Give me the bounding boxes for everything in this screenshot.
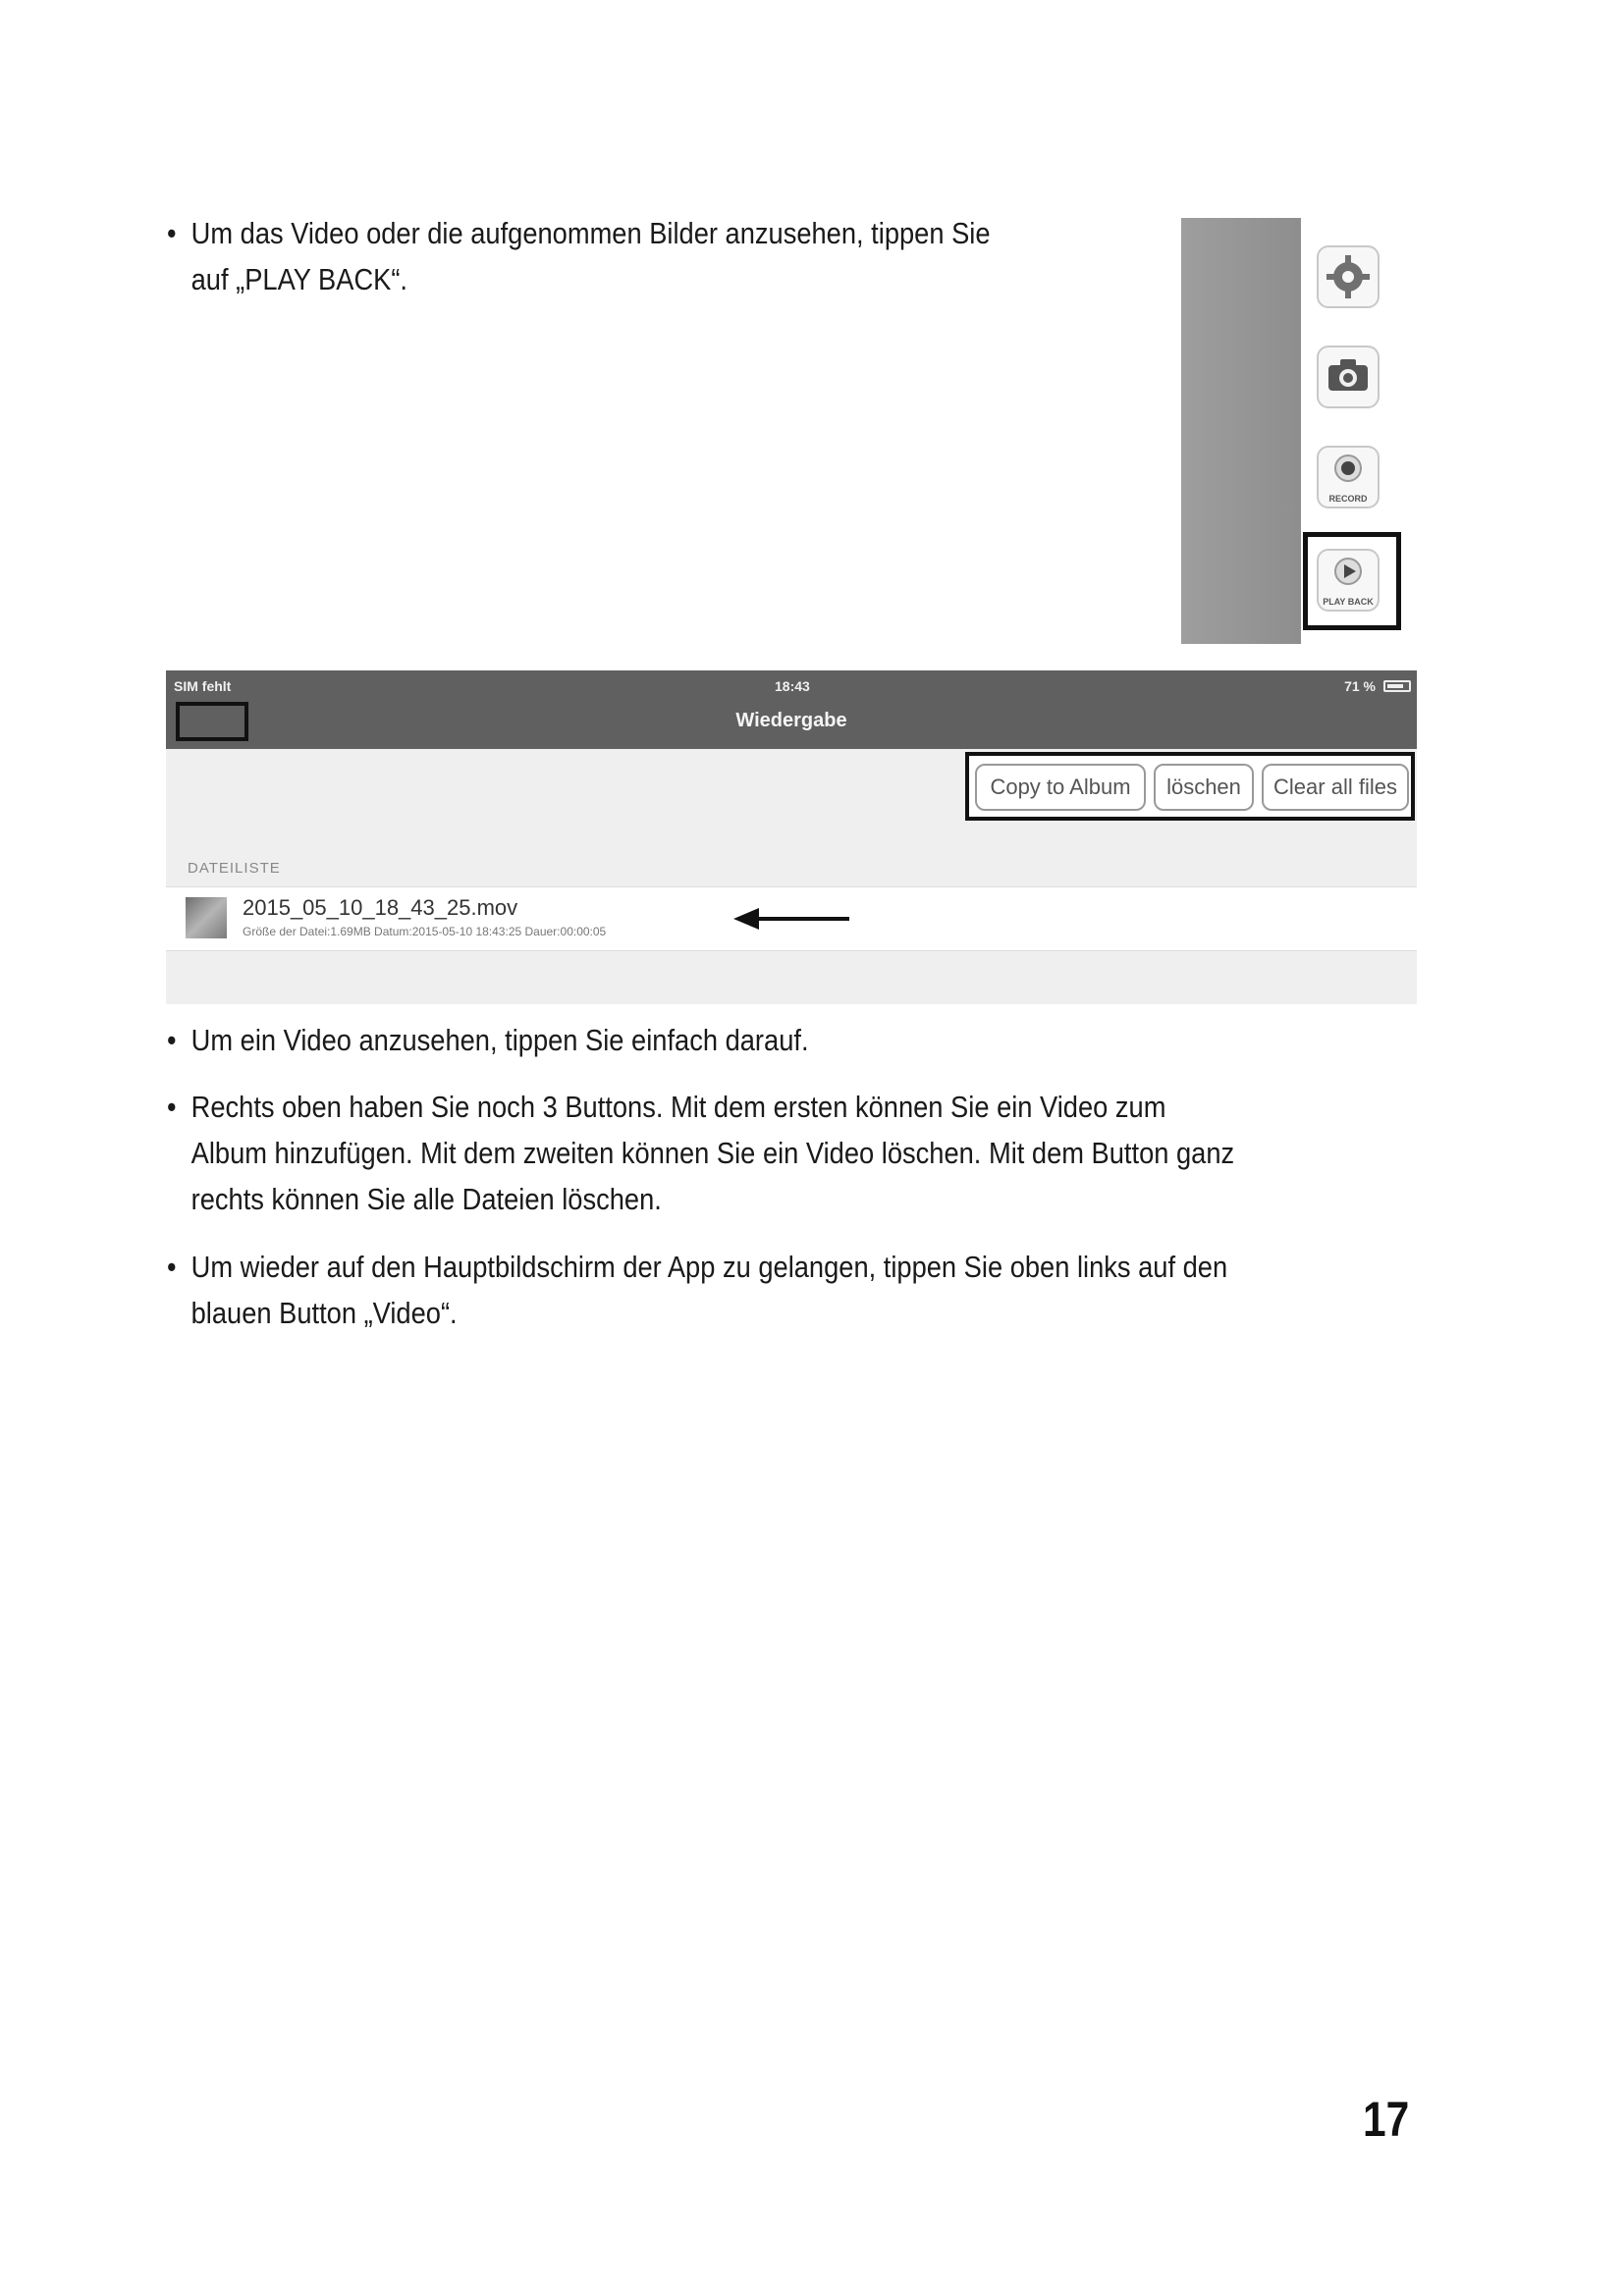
carrier-status: SIM fehlt bbox=[174, 678, 232, 694]
settings-button[interactable] bbox=[1317, 245, 1380, 308]
battery-icon bbox=[1383, 680, 1411, 692]
file-list-header: DATEILISTE bbox=[188, 860, 281, 877]
camera-icon bbox=[1325, 353, 1372, 397]
status-bar bbox=[166, 670, 1417, 749]
play-icon bbox=[1333, 557, 1363, 586]
arrow-left-icon bbox=[733, 905, 851, 933]
instruction-playback bbox=[167, 210, 997, 302]
instruction-text: Um das Video oder die aufgenommen Bilder anzusehen, tippen Sie auf „PLAY BACK“. bbox=[190, 216, 991, 296]
page-number: 17 bbox=[1363, 2092, 1410, 2147]
record-button[interactable] bbox=[1317, 446, 1380, 508]
copy-to-album-button[interactable]: Copy to Album bbox=[975, 764, 1146, 811]
camera-preview-area bbox=[1181, 218, 1301, 644]
file-list-item[interactable] bbox=[166, 886, 1417, 951]
instruction-return bbox=[167, 1244, 1238, 1336]
instruction-text: Rechts oben haben Sie noch 3 Buttons. Mit dem ersten können Sie ein Video zum Album hinzufügen. Mit dem zweiten können Sie ein Video löschen. Mit dem Button ganz rechts können Sie alle Dateien löschen. bbox=[190, 1090, 1235, 1216]
video-thumbnail bbox=[186, 897, 227, 938]
clear-all-files-button[interactable]: Clear all files bbox=[1262, 764, 1409, 811]
record-icon bbox=[1333, 454, 1363, 483]
app-side-toolbar-screenshot bbox=[1181, 218, 1399, 644]
action-button-group bbox=[965, 752, 1415, 821]
playback-button[interactable] bbox=[1317, 549, 1380, 612]
bullet-dot: • bbox=[167, 1023, 177, 1057]
playback-label: PLAY BACK bbox=[1323, 597, 1374, 607]
file-name: 2015_05_10_18_43_25.mov bbox=[243, 895, 518, 920]
bullet-dot: • bbox=[167, 1090, 177, 1124]
battery-percent: 71 % bbox=[1344, 678, 1376, 694]
instruction-text: Um wieder auf den Hauptbildschirm der App zu gelangen, tippen Sie oben links auf den blauen Button „Video“. bbox=[190, 1250, 1228, 1330]
nav-title: Wiedergabe bbox=[735, 710, 847, 731]
instruction-open-video bbox=[167, 1017, 1238, 1063]
delete-button[interactable]: löschen bbox=[1154, 764, 1254, 811]
bullet-dot: • bbox=[167, 1250, 177, 1284]
record-label: RECORD bbox=[1328, 494, 1368, 504]
file-details: Größe der Datei:1.69MB Datum:2015-05-10 18:43:25 Dauer:00:00:05 bbox=[243, 925, 607, 938]
gear-icon bbox=[1325, 253, 1372, 300]
snapshot-button[interactable] bbox=[1317, 346, 1380, 408]
back-button-highlight[interactable] bbox=[176, 702, 248, 741]
instruction-text: Um ein Video anzusehen, tippen Sie einfach darauf. bbox=[190, 1023, 809, 1057]
bullet-dot: • bbox=[167, 216, 177, 250]
status-time: 18:43 bbox=[775, 678, 810, 694]
instruction-buttons bbox=[167, 1084, 1238, 1222]
playback-screen-screenshot bbox=[166, 670, 1417, 1004]
